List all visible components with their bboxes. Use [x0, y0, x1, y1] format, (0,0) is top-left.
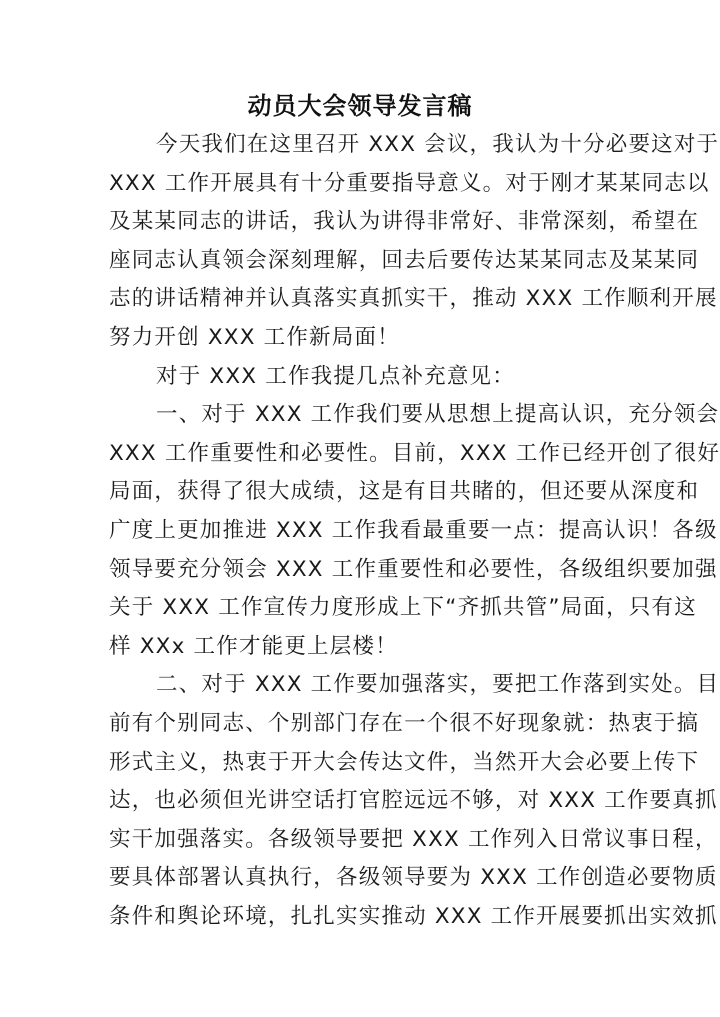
text-line: 对于 XXX 工作我提几点补充意见： [156, 363, 515, 389]
text-line: 样 XXx 工作才能更上层楼！ [109, 633, 398, 659]
text-line: XXX 工作开展具有十分重要指导意义。对于刚才某某同志以 [109, 170, 710, 196]
document-body [109, 126, 720, 936]
text-line: 今天我们在这里召开 XXX 会议，我认为十分必要这对于 [156, 132, 720, 157]
text-line: 达，也必须但光讲空话打官腔远远不够，对 XXX 工作要真抓 [109, 788, 718, 814]
text-line: 努力开创 XXX 工作新局面！ [109, 324, 400, 350]
text-line: XXX 工作重要性和必要性。目前，XXX 工作已经开创了很好 [109, 440, 720, 466]
text-line: 座同志认真领会深刻理解，回去后要传达某某同志及某某同 [109, 247, 700, 273]
text-line: 志的讲话精神并认真落实真抓实干，推动 XXX 工作顺利开展 [109, 286, 718, 312]
text-line: 领导要充分领会 XXX 工作重要性和必要性，各级组织要加强 [109, 556, 718, 582]
text-line: 前有个别同志、个别部门存在一个很不好现象就：热衷于搞 [109, 710, 700, 736]
text-line: 实干加强落实。各级领导要把 XXX 工作列入日常议事日程， [109, 826, 718, 852]
text-line: 及某某同志的讲话，我认为讲得非常好、非常深刻，希望在 [109, 209, 700, 235]
text-line: 条件和舆论环境，扎扎实实推动 XXX 工作开展要抓出实效抓 [109, 903, 718, 929]
text-line: 广度上更加推进 XXX 工作我看最重要一点：提高认识！各级 [109, 517, 718, 543]
document-title: 动员大会领导发言稿 [247, 91, 473, 120]
text-line: 一、对于 XXX 工作我们要从思想上提高认识，充分领会 [156, 402, 720, 428]
text-line: 二、对于 XXX 工作要加强落实，要把工作落到实处。目 [156, 672, 720, 698]
text-line: 局面，获得了很大成绩，这是有目共睹的，但还要从深度和 [109, 479, 700, 505]
text-line: 关于 XXX 工作宣传力度形成上下“齐抓共管”局面，只有这 [109, 595, 697, 621]
text-line: 要具体部署认真执行，各级领导要为 XXX 工作创造必要物质 [109, 865, 718, 891]
text-line: 形式主义，热衷于开大会传达文件，当然开大会必要上传下 [109, 749, 700, 775]
